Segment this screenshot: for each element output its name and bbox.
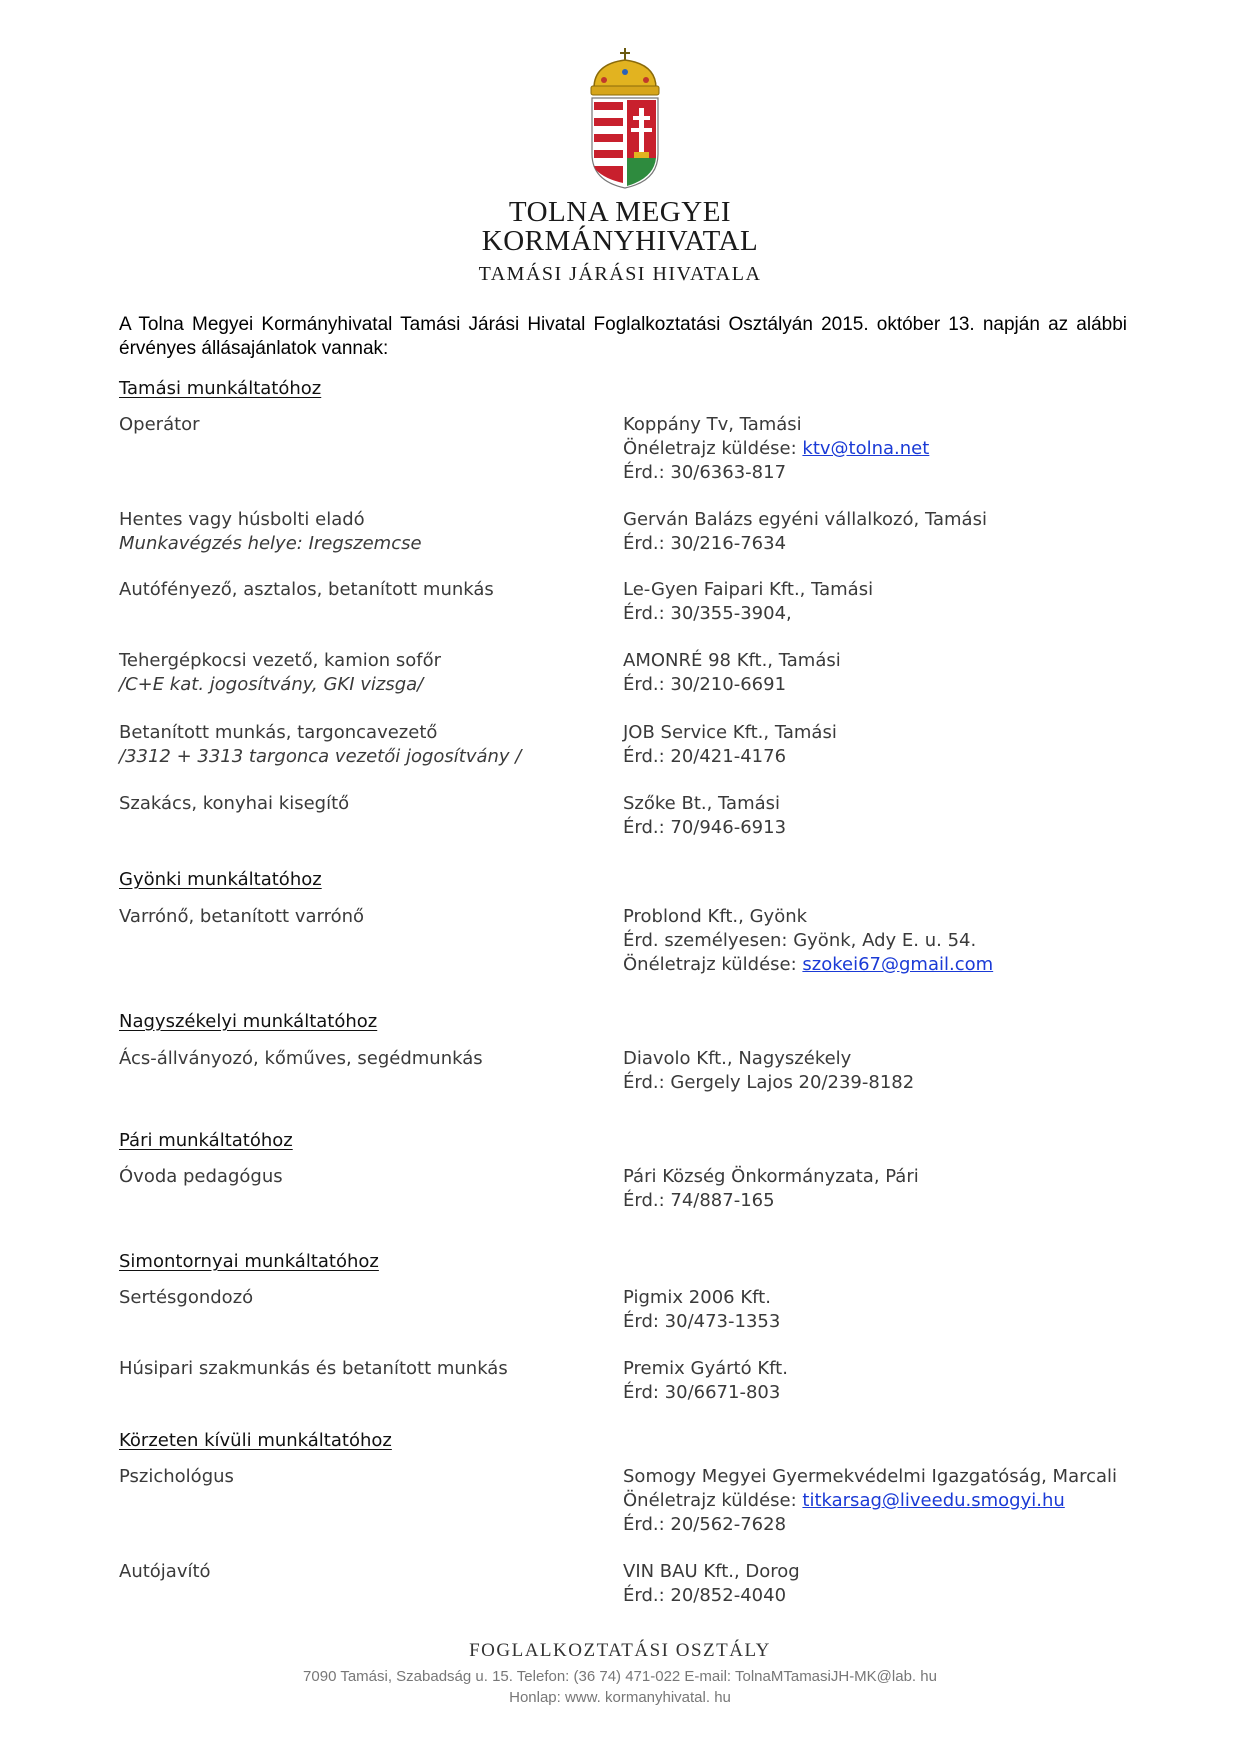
job-title bbox=[119, 649, 599, 697]
job-contact bbox=[623, 721, 1183, 769]
job-title-text: Pszichológus bbox=[119, 1466, 234, 1487]
employer-name: Diavolo Kft., Nagyszékely bbox=[623, 1048, 852, 1069]
phone-number: Érd.: 30/216-7634 bbox=[623, 533, 787, 554]
phone-number: Érd.: Gergely Lajos 20/239-8182 bbox=[623, 1072, 915, 1093]
job-title bbox=[119, 721, 599, 769]
job-contact bbox=[623, 649, 1183, 697]
job-title-text: Ács-állványozó, kőműves, segédmunkás bbox=[119, 1048, 483, 1069]
phone-number: Érd.: 30/355-3904, bbox=[623, 603, 792, 624]
employer-name: Koppány Tv, Tamási bbox=[623, 414, 802, 435]
cv-label: Önéletrajz küldése: bbox=[623, 438, 803, 459]
job-title-text: Operátor bbox=[119, 414, 200, 435]
email-link[interactable]: szokei67@gmail.com bbox=[802, 954, 994, 975]
job-note: Munkavégzés helye: Iregszemcse bbox=[119, 533, 422, 554]
phone-number: Érd.: 30/6363-817 bbox=[623, 462, 787, 483]
footer-website: Honlap: www. kormanyhivatal. hu bbox=[509, 1689, 731, 1706]
job-contact bbox=[623, 1465, 1183, 1537]
hungarian-coat-of-arms-logo bbox=[580, 46, 670, 191]
job-contact bbox=[623, 1165, 1183, 1213]
contact-in-person: Érd. személyesen: Gyönk, Ady E. u. 54. bbox=[623, 930, 977, 951]
job-contact bbox=[623, 508, 1183, 556]
intro-paragraph: A Tolna Megyei Kormányhivatal Tamási Járási Hivatal Foglalkoztatási Osztályán 2015. október 13. napján az alábbi érvényes állásajánlatok vannak: bbox=[119, 314, 1127, 359]
job-title-text: Tehergépkocsi vezető, kamion sofőr bbox=[119, 650, 442, 671]
job-title-text: Autófényező, asztalos, betanított munkás bbox=[119, 579, 494, 600]
footer-department-title: FOGLALKOZTATÁSI OSZTÁLY bbox=[469, 1640, 771, 1661]
employer-name: Problond Kft., Gyönk bbox=[623, 906, 808, 927]
cv-label: Önéletrajz küldése: bbox=[623, 954, 803, 975]
employer-name: Gerván Balázs egyéni vállalkozó, Tamási bbox=[623, 509, 987, 530]
phone-number: Érd.: 74/887-165 bbox=[623, 1190, 775, 1211]
phone-number: Érd.: 20/421-4176 bbox=[623, 746, 787, 767]
email-link[interactable]: ktv@tolna.net bbox=[802, 438, 930, 459]
section-heading-simontornya: Simontornyai munkáltatóhoz bbox=[119, 1251, 379, 1272]
phone-number: Érd: 30/6671-803 bbox=[623, 1382, 781, 1403]
section-heading-nagyszekely: Nagyszékelyi munkáltatóhoz bbox=[119, 1011, 378, 1032]
job-title-text: Sertésgondozó bbox=[119, 1287, 254, 1308]
employer-name: Szőke Bt., Tamási bbox=[623, 793, 781, 814]
section-heading-gyonk: Gyönki munkáltatóhoz bbox=[119, 869, 322, 890]
job-contact bbox=[623, 1560, 1183, 1608]
org-name-line3: TAMÁSI JÁRÁSI HIVATALA bbox=[478, 263, 762, 285]
cv-label: Önéletrajz küldése: bbox=[623, 1490, 803, 1511]
phone-number: Érd.: 20/852-4040 bbox=[623, 1585, 787, 1606]
section-heading-outside-district: Körzeten kívüli munkáltatóhoz bbox=[119, 1430, 392, 1451]
job-title bbox=[119, 1047, 599, 1071]
org-name-line1: TOLNA MEGYEI bbox=[508, 196, 732, 228]
job-title bbox=[119, 508, 599, 556]
job-contact bbox=[623, 1047, 1183, 1095]
section-heading-tamasi: Tamási munkáltatóhoz bbox=[119, 378, 322, 399]
job-contact bbox=[623, 1357, 1183, 1405]
employer-name: Le-Gyen Faipari Kft., Tamási bbox=[623, 579, 874, 600]
job-contact bbox=[623, 413, 1183, 485]
job-title-text: Szakács, konyhai kisegítő bbox=[119, 793, 350, 814]
section-heading-pari: Pári munkáltatóhoz bbox=[119, 1130, 293, 1151]
phone-number: Érd.: 70/946-6913 bbox=[623, 817, 787, 838]
employer-name: Somogy Megyei Gyermekvédelmi Igazgatóság, Marcali bbox=[623, 1466, 1118, 1487]
job-title bbox=[119, 1165, 599, 1189]
job-title bbox=[119, 578, 599, 602]
job-title-text: Húsipari szakmunkás és betanított munkás bbox=[119, 1358, 508, 1379]
job-title bbox=[119, 413, 599, 437]
employer-name: Pári Község Önkormányzata, Pári bbox=[623, 1166, 919, 1187]
phone-number: Érd.: 20/562-7628 bbox=[623, 1514, 787, 1535]
job-title-text: Óvoda pedagógus bbox=[119, 1166, 283, 1187]
job-title-text: Varrónő, betanított varrónő bbox=[119, 906, 365, 927]
footer-address: 7090 Tamási, Szabadság u. 15. Telefon: (36 74) 471-022 E-mail: TolnaMTamasiJH-MK@lab. hu bbox=[303, 1668, 937, 1685]
phone-number: Érd: 30/473-1353 bbox=[623, 1311, 781, 1332]
employer-name: AMONRÉ 98 Kft., Tamási bbox=[623, 650, 841, 671]
job-title bbox=[119, 792, 599, 816]
job-title-text: Betanított munkás, targoncavezető bbox=[119, 722, 438, 743]
job-note: /3312 + 3313 targonca vezetői jogosítvány / bbox=[119, 746, 522, 767]
job-title bbox=[119, 1465, 599, 1489]
job-note: /C+E kat. jogosítvány, GKI vizsga/ bbox=[119, 674, 424, 695]
job-contact bbox=[623, 1286, 1183, 1334]
job-title bbox=[119, 1357, 599, 1381]
job-contact bbox=[623, 792, 1183, 840]
job-title-text: Hentes vagy húsbolti eladó bbox=[119, 509, 365, 530]
employer-name: Pigmix 2006 Kft. bbox=[623, 1287, 771, 1308]
employer-name: JOB Service Kft., Tamási bbox=[623, 722, 837, 743]
job-title-text: Autójavító bbox=[119, 1561, 211, 1582]
employer-name: Premix Gyártó Kft. bbox=[623, 1358, 788, 1379]
job-contact bbox=[623, 905, 1183, 977]
job-contact bbox=[623, 578, 1183, 626]
org-name-line2: KORMÁNYHIVATAL bbox=[481, 225, 759, 257]
job-title bbox=[119, 1560, 599, 1584]
employer-name: VIN BAU Kft., Dorog bbox=[623, 1561, 800, 1582]
phone-number: Érd.: 30/210-6691 bbox=[623, 674, 787, 695]
job-title bbox=[119, 1286, 599, 1310]
email-link[interactable]: titkarsag@liveedu.smogyi.hu bbox=[802, 1490, 1065, 1511]
job-title bbox=[119, 905, 599, 929]
